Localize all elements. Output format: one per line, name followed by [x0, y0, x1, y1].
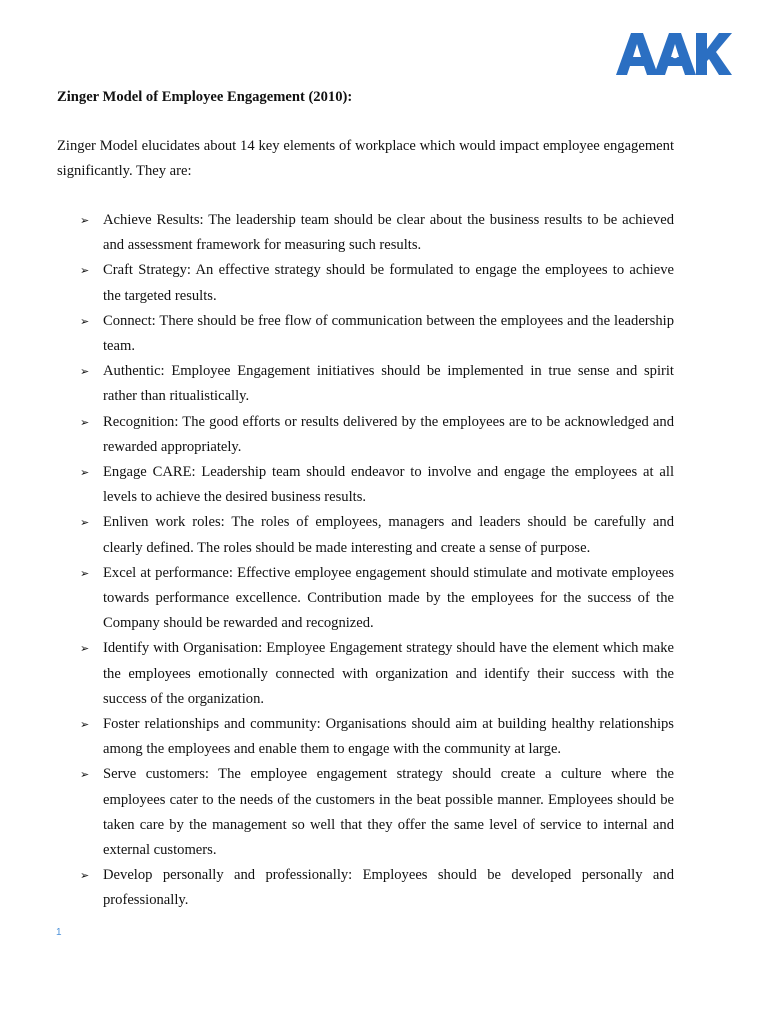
arrowhead-bullet-icon: ➢ — [80, 264, 90, 278]
list-item — [76, 410, 674, 460]
list-item-text: Authentic: Employee Engagement initiatives should be implemented in true sense and spirit rather than ritualistically. — [103, 363, 674, 405]
arrowhead-bullet-icon: ➢ — [80, 642, 90, 656]
list-item — [76, 208, 674, 258]
list-item-text: Craft Strategy: An effective strategy should be formulated to engage the employees to achieve the targeted results. — [103, 262, 674, 304]
list-item-text: Enliven work roles: The roles of employees, managers and leaders should be carefully and clearly defined. The roles should be made interesting and create a sense of purpose. — [103, 514, 674, 556]
arrowhead-bullet-icon: ➢ — [80, 365, 90, 379]
list-item — [76, 460, 674, 510]
arrowhead-bullet-icon: ➢ — [80, 566, 90, 580]
list-item — [76, 762, 674, 863]
elements-list — [76, 208, 674, 914]
arrowhead-bullet-icon: ➢ — [80, 415, 90, 429]
intro-paragraph: Zinger Model elucidates about 14 key elements of workplace which would impact employee engagement significantly. They are: — [57, 138, 674, 180]
page-number: 1 — [56, 927, 62, 938]
list-item-text: Achieve Results: The leadership team should be clear about the business results to be achieved and assessment framework for measuring such results. — [103, 212, 674, 254]
list-item-text: Serve customers: The employee engagement strategy should create a culture where the employees cater to the needs of the customers in the beat possible manner. Employees should be taken care by the management so well that they offer the same level of service to internal and external customers. — [103, 766, 674, 859]
arrowhead-bullet-icon: ➢ — [80, 214, 90, 227]
arrowhead-bullet-icon: ➢ — [80, 516, 90, 530]
arrowhead-bullet-icon: ➢ — [80, 314, 90, 328]
list-item — [76, 258, 674, 308]
list-item — [76, 359, 674, 409]
page-title: Zinger Model of Employee Engagement (2010): — [57, 89, 353, 105]
arrowhead-bullet-icon: ➢ — [80, 466, 90, 480]
list-item-text: Connect: There should be free flow of communication between the employees and the leadership team. — [103, 312, 674, 355]
arrowhead-bullet-icon: ➢ — [80, 718, 90, 732]
list-item-text: Develop personally and professionally: Employees should be developed personally and professionally. — [103, 867, 674, 909]
list-item-text: Engage CARE: Leadership team should endeavor to involve and engage the employees at all levels to achieve the desired business results. — [103, 464, 674, 506]
list-item — [76, 636, 674, 712]
list-item — [76, 561, 674, 637]
list-item — [76, 510, 674, 560]
list-item — [76, 712, 674, 762]
aak-logo — [616, 33, 732, 75]
list-item-text: Excel at performance: Effective employee engagement should stimulate and motivate employees towards performance excellence. Contribution made by the employees for the success of the Company should be rewarded and recognized. — [103, 564, 674, 632]
arrowhead-bullet-icon: ➢ — [80, 768, 90, 782]
arrowhead-bullet-icon: ➢ — [80, 869, 90, 883]
list-item — [76, 309, 674, 359]
list-item-text: Identify with Organisation: Employee Engagement strategy should have the element which make the employees emotionally connected with organization and identify their success with the success of the organization. — [103, 640, 674, 707]
list-item — [76, 863, 674, 913]
list-item-text: Foster relationships and community: Organisations should aim at building healthy relationships among the employees and enable them to engage with the community at large. — [103, 716, 674, 758]
list-item-text: Recognition: The good efforts or results delivered by the employees are to be acknowledged and rewarded appropriately. — [103, 413, 674, 455]
